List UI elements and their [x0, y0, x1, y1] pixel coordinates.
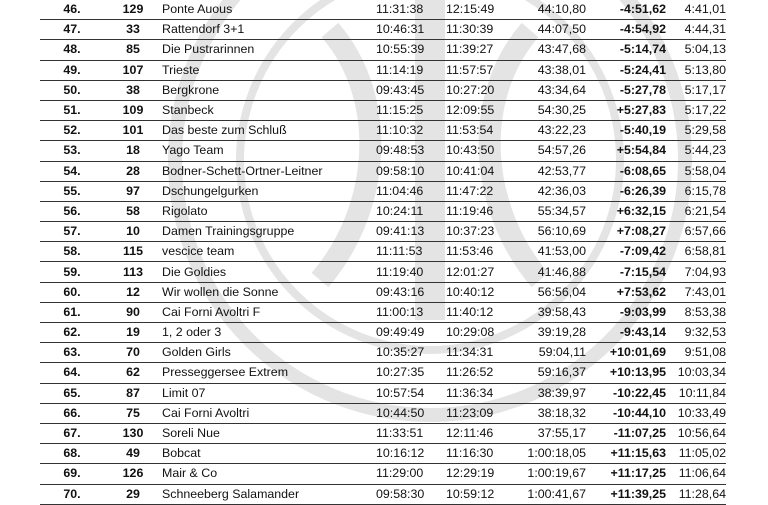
rank-cell: 62. [40, 323, 104, 343]
difference-cell: +11:39,25 [586, 484, 666, 504]
bib-number-cell: 33 [104, 20, 162, 40]
race-time-cell: 39:58,43 [516, 302, 586, 322]
team-name-cell: Cai Forni Avoltri [162, 403, 376, 423]
race-time-cell: 59:04,11 [516, 343, 586, 363]
bib-number-cell: 115 [104, 242, 162, 262]
bib-number-cell: 70 [104, 343, 162, 363]
start-time-cell: 11:19:40 [376, 262, 446, 282]
start-time-cell: 09:41:13 [376, 222, 446, 242]
difference-cell: +10:01,69 [586, 343, 666, 363]
difference-cell: -7:09,42 [586, 242, 666, 262]
table-row [40, 464, 726, 484]
finish-time-cell: 11:57:57 [446, 60, 516, 80]
table-row [40, 282, 726, 302]
finish-time-cell: 11:19:46 [446, 201, 516, 221]
team-name-cell: Die Pustrarinnen [162, 40, 376, 60]
finish-time-cell: 12:01:27 [446, 262, 516, 282]
finish-time-cell: 12:15:49 [446, 0, 516, 20]
race-time-cell: 43:22,23 [516, 121, 586, 141]
difference-cell: +6:32,15 [586, 201, 666, 221]
start-time-cell: 10:46:31 [376, 20, 446, 40]
table-row [40, 60, 726, 80]
start-time-cell: 09:48:53 [376, 141, 446, 161]
team-name-cell: Limit 07 [162, 383, 376, 403]
gap-cell: 6:15,78 [666, 181, 726, 201]
gap-cell: 9:51,08 [666, 343, 726, 363]
bib-number-cell: 19 [104, 323, 162, 343]
rank-cell: 67. [40, 423, 104, 443]
gap-cell: 6:57,66 [666, 222, 726, 242]
team-name-cell: Golden Girls [162, 343, 376, 363]
team-name-cell: Presseggersee Extrem [162, 363, 376, 383]
team-name-cell: Ponte Auous [162, 0, 376, 20]
bib-number-cell: 10 [104, 222, 162, 242]
finish-time-cell: 11:47:22 [446, 181, 516, 201]
team-name-cell: Soreli Nue [162, 423, 376, 443]
rank-cell: 65. [40, 383, 104, 403]
team-name-cell: Das beste zum Schluß [162, 121, 376, 141]
race-time-cell: 1:00:18,05 [516, 444, 586, 464]
table-row [40, 383, 726, 403]
finish-time-cell: 11:16:30 [446, 444, 516, 464]
race-time-cell: 1:00:41,67 [516, 484, 586, 504]
rank-cell: 58. [40, 242, 104, 262]
start-time-cell: 11:14:19 [376, 60, 446, 80]
gap-cell: 5:58,04 [666, 161, 726, 181]
table-row [40, 181, 726, 201]
difference-cell: +11:15,63 [586, 444, 666, 464]
table-row [40, 444, 726, 464]
race-time-cell: 42:36,03 [516, 181, 586, 201]
rank-cell: 68. [40, 444, 104, 464]
table-row [40, 302, 726, 322]
start-time-cell: 11:10:32 [376, 121, 446, 141]
bib-number-cell: 58 [104, 201, 162, 221]
finish-time-cell: 11:53:54 [446, 121, 516, 141]
start-time-cell: 10:57:54 [376, 383, 446, 403]
difference-cell: +7:08,27 [586, 222, 666, 242]
race-time-cell: 43:38,01 [516, 60, 586, 80]
race-time-cell: 54:57,26 [516, 141, 586, 161]
rank-cell: 55. [40, 181, 104, 201]
start-time-cell: 11:31:38 [376, 0, 446, 20]
results-table [40, 0, 726, 505]
gap-cell: 6:21,54 [666, 201, 726, 221]
race-time-cell: 54:30,25 [516, 100, 586, 120]
rank-cell: 66. [40, 403, 104, 423]
rank-cell: 69. [40, 464, 104, 484]
team-name-cell: Die Goldies [162, 262, 376, 282]
rank-cell: 56. [40, 201, 104, 221]
finish-time-cell: 10:29:08 [446, 323, 516, 343]
rank-cell: 60. [40, 282, 104, 302]
finish-time-cell: 12:11:46 [446, 423, 516, 443]
bib-number-cell: 130 [104, 423, 162, 443]
race-time-cell: 1:00:19,67 [516, 464, 586, 484]
race-time-cell: 39:19,28 [516, 323, 586, 343]
difference-cell: -10:44,10 [586, 403, 666, 423]
table-row [40, 20, 726, 40]
finish-time-cell: 10:27:20 [446, 80, 516, 100]
rank-cell: 54. [40, 161, 104, 181]
gap-cell: 10:03,34 [666, 363, 726, 383]
finish-time-cell: 11:23:09 [446, 403, 516, 423]
team-name-cell: Mair & Co [162, 464, 376, 484]
race-time-cell: 41:53,00 [516, 242, 586, 262]
start-time-cell: 11:04:46 [376, 181, 446, 201]
race-time-cell: 38:18,32 [516, 403, 586, 423]
bib-number-cell: 129 [104, 0, 162, 20]
race-time-cell: 56:10,69 [516, 222, 586, 242]
rank-cell: 46. [40, 0, 104, 20]
bib-number-cell: 90 [104, 302, 162, 322]
gap-cell: 10:56,64 [666, 423, 726, 443]
table-row [40, 201, 726, 221]
race-time-cell: 37:55,17 [516, 423, 586, 443]
race-time-cell: 44:07,50 [516, 20, 586, 40]
difference-cell: -9:03,99 [586, 302, 666, 322]
rank-cell: 59. [40, 262, 104, 282]
table-row [40, 161, 726, 181]
finish-time-cell: 11:30:39 [446, 20, 516, 40]
rank-cell: 50. [40, 80, 104, 100]
gap-cell: 5:13,80 [666, 60, 726, 80]
bib-number-cell: 101 [104, 121, 162, 141]
gap-cell: 4:44,31 [666, 20, 726, 40]
bib-number-cell: 109 [104, 100, 162, 120]
rank-cell: 57. [40, 222, 104, 242]
rank-cell: 51. [40, 100, 104, 120]
table-row [40, 222, 726, 242]
gap-cell: 5:29,58 [666, 121, 726, 141]
difference-cell: -4:51,62 [586, 0, 666, 20]
start-time-cell: 10:55:39 [376, 40, 446, 60]
difference-cell: +5:54,84 [586, 141, 666, 161]
start-time-cell: 10:16:12 [376, 444, 446, 464]
start-time-cell: 11:00:13 [376, 302, 446, 322]
race-time-cell: 43:34,64 [516, 80, 586, 100]
bib-number-cell: 126 [104, 464, 162, 484]
difference-cell: -6:26,39 [586, 181, 666, 201]
start-time-cell: 10:24:11 [376, 201, 446, 221]
start-time-cell: 10:44:50 [376, 403, 446, 423]
finish-time-cell: 12:09:55 [446, 100, 516, 120]
team-name-cell: Cai Forni Avoltri F [162, 302, 376, 322]
rank-cell: 61. [40, 302, 104, 322]
rank-cell: 53. [40, 141, 104, 161]
team-name-cell: 1, 2 oder 3 [162, 323, 376, 343]
table-row [40, 121, 726, 141]
finish-time-cell: 11:34:31 [446, 343, 516, 363]
finish-time-cell: 11:53:46 [446, 242, 516, 262]
difference-cell: +11:17,25 [586, 464, 666, 484]
gap-cell: 8:53,38 [666, 302, 726, 322]
gap-cell: 5:44,23 [666, 141, 726, 161]
team-name-cell: Dschungelgurken [162, 181, 376, 201]
table-row [40, 40, 726, 60]
finish-time-cell: 11:36:34 [446, 383, 516, 403]
race-time-cell: 41:46,88 [516, 262, 586, 282]
rank-cell: 49. [40, 60, 104, 80]
table-row [40, 423, 726, 443]
gap-cell: 11:06,64 [666, 464, 726, 484]
race-time-cell: 38:39,97 [516, 383, 586, 403]
start-time-cell: 09:58:30 [376, 484, 446, 504]
team-name-cell: Wir wollen die Sonne [162, 282, 376, 302]
start-time-cell: 11:11:53 [376, 242, 446, 262]
table-row [40, 403, 726, 423]
finish-time-cell: 10:40:12 [446, 282, 516, 302]
rank-cell: 52. [40, 121, 104, 141]
gap-cell: 7:43,01 [666, 282, 726, 302]
difference-cell: -9:43,14 [586, 323, 666, 343]
bib-number-cell: 29 [104, 484, 162, 504]
bib-number-cell: 75 [104, 403, 162, 423]
race-time-cell: 43:47,68 [516, 40, 586, 60]
team-name-cell: Yago Team [162, 141, 376, 161]
bib-number-cell: 18 [104, 141, 162, 161]
bib-number-cell: 85 [104, 40, 162, 60]
gap-cell: 5:17,17 [666, 80, 726, 100]
difference-cell: -5:14,74 [586, 40, 666, 60]
team-name-cell: Rigolato [162, 201, 376, 221]
team-name-cell: Trieste [162, 60, 376, 80]
bib-number-cell: 97 [104, 181, 162, 201]
start-time-cell: 11:33:51 [376, 423, 446, 443]
difference-cell: -4:54,92 [586, 20, 666, 40]
gap-cell: 10:11,84 [666, 383, 726, 403]
start-time-cell: 10:35:27 [376, 343, 446, 363]
finish-time-cell: 11:26:52 [446, 363, 516, 383]
finish-time-cell: 11:40:12 [446, 302, 516, 322]
start-time-cell: 09:43:16 [376, 282, 446, 302]
gap-cell: 4:41,01 [666, 0, 726, 20]
bib-number-cell: 87 [104, 383, 162, 403]
table-row [40, 242, 726, 262]
finish-time-cell: 10:59:12 [446, 484, 516, 504]
rank-cell: 47. [40, 20, 104, 40]
team-name-cell: Damen Trainingsgruppe [162, 222, 376, 242]
rank-cell: 70. [40, 484, 104, 504]
rank-cell: 48. [40, 40, 104, 60]
difference-cell: +5:27,83 [586, 100, 666, 120]
difference-cell: -6:08,65 [586, 161, 666, 181]
rank-cell: 63. [40, 343, 104, 363]
gap-cell: 9:32,53 [666, 323, 726, 343]
race-time-cell: 55:34,57 [516, 201, 586, 221]
start-time-cell: 11:15:25 [376, 100, 446, 120]
race-time-cell: 59:16,37 [516, 363, 586, 383]
team-name-cell: Bodner-Schett-Ortner-Leitner [162, 161, 376, 181]
table-row [40, 141, 726, 161]
finish-time-cell: 10:43:50 [446, 141, 516, 161]
table-row [40, 343, 726, 363]
bib-number-cell: 113 [104, 262, 162, 282]
bib-number-cell: 62 [104, 363, 162, 383]
bib-number-cell: 12 [104, 282, 162, 302]
race-time-cell: 42:53,77 [516, 161, 586, 181]
table-row [40, 484, 726, 504]
team-name-cell: Bergkrone [162, 80, 376, 100]
team-name-cell: Schneeberg Salamander [162, 484, 376, 504]
bib-number-cell: 107 [104, 60, 162, 80]
table-row [40, 0, 726, 20]
bib-number-cell: 38 [104, 80, 162, 100]
race-time-cell: 56:56,04 [516, 282, 586, 302]
start-time-cell: 09:58:10 [376, 161, 446, 181]
gap-cell: 7:04,93 [666, 262, 726, 282]
team-name-cell: Bobcat [162, 444, 376, 464]
difference-cell: -7:15,54 [586, 262, 666, 282]
difference-cell: +7:53,62 [586, 282, 666, 302]
team-name-cell: Stanbeck [162, 100, 376, 120]
finish-time-cell: 11:39:27 [446, 40, 516, 60]
difference-cell: +10:13,95 [586, 363, 666, 383]
rank-cell: 64. [40, 363, 104, 383]
bib-number-cell: 28 [104, 161, 162, 181]
start-time-cell: 10:27:35 [376, 363, 446, 383]
difference-cell: -5:40,19 [586, 121, 666, 141]
difference-cell: -5:27,78 [586, 80, 666, 100]
bib-number-cell: 49 [104, 444, 162, 464]
difference-cell: -11:07,25 [586, 423, 666, 443]
table-row [40, 100, 726, 120]
gap-cell: 11:05,02 [666, 444, 726, 464]
gap-cell: 11:28,64 [666, 484, 726, 504]
start-time-cell: 09:43:45 [376, 80, 446, 100]
team-name-cell: Rattendorf 3+1 [162, 20, 376, 40]
start-time-cell: 11:29:00 [376, 464, 446, 484]
table-row [40, 262, 726, 282]
finish-time-cell: 12:29:19 [446, 464, 516, 484]
gap-cell: 5:17,22 [666, 100, 726, 120]
gap-cell: 10:33,49 [666, 403, 726, 423]
difference-cell: -10:22,45 [586, 383, 666, 403]
start-time-cell: 09:49:49 [376, 323, 446, 343]
table-row [40, 80, 726, 100]
race-time-cell: 44:10,80 [516, 0, 586, 20]
table-row [40, 363, 726, 383]
finish-time-cell: 10:41:04 [446, 161, 516, 181]
gap-cell: 5:04,13 [666, 40, 726, 60]
difference-cell: -5:24,41 [586, 60, 666, 80]
gap-cell: 6:58,81 [666, 242, 726, 262]
table-row [40, 323, 726, 343]
finish-time-cell: 10:37:23 [446, 222, 516, 242]
team-name-cell: vescice team [162, 242, 376, 262]
